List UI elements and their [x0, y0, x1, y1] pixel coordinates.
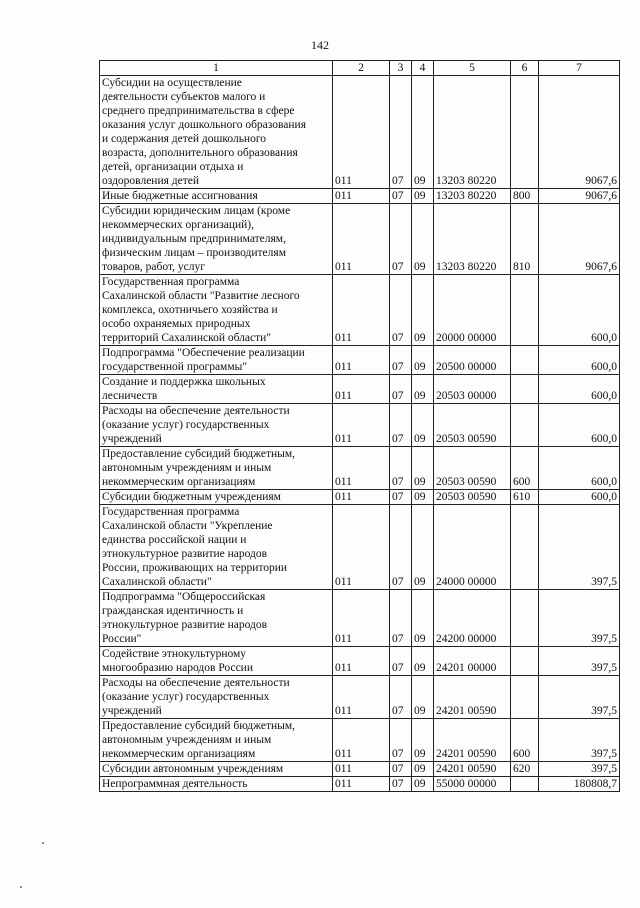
- budget-table: [99, 60, 620, 792]
- row-value-cell: 011: [333, 590, 390, 647]
- row-value-cell: 600,0: [539, 447, 620, 490]
- row-value-cell: 397,5: [539, 762, 620, 777]
- row-value-cell: 09: [412, 590, 434, 647]
- row-value-cell: 9067,6: [539, 189, 620, 204]
- header-cell: 4: [412, 61, 434, 76]
- row-value-cell: 07: [390, 676, 412, 719]
- table-row: [100, 189, 620, 204]
- table-row: [100, 76, 620, 189]
- row-value-cell: 011: [333, 189, 390, 204]
- row-value-cell: 600,0: [539, 275, 620, 346]
- row-value-cell: [511, 647, 539, 676]
- table-row: [100, 404, 620, 447]
- table-row: [100, 375, 620, 404]
- row-value-cell: 011: [333, 404, 390, 447]
- row-name-cell: Подпрограмма "Обеспечение реализации государственной программы": [100, 346, 333, 375]
- row-value-cell: 397,5: [539, 505, 620, 590]
- row-value-cell: 011: [333, 505, 390, 590]
- row-value-cell: 011: [333, 375, 390, 404]
- table-row: [100, 590, 620, 647]
- row-name-cell: Создание и поддержка школьных лесничеств: [100, 375, 333, 404]
- row-value-cell: 24201 00590: [434, 676, 511, 719]
- row-value-cell: 07: [390, 777, 412, 792]
- table-row: [100, 647, 620, 676]
- row-name-cell: Государственная программа Сахалинской области "Развитие лесного комплекса, охотничьего хозяйства и особо охраняемых природных территорий Сахалинской области": [100, 275, 333, 346]
- header-cell: 6: [511, 61, 539, 76]
- row-value-cell: 09: [412, 204, 434, 275]
- row-value-cell: 011: [333, 275, 390, 346]
- row-value-cell: 09: [412, 346, 434, 375]
- row-value-cell: 09: [412, 647, 434, 676]
- row-value-cell: [511, 375, 539, 404]
- row-value-cell: 09: [412, 762, 434, 777]
- row-value-cell: 09: [412, 719, 434, 762]
- row-value-cell: 397,5: [539, 676, 620, 719]
- row-value-cell: [511, 676, 539, 719]
- row-value-cell: 09: [412, 676, 434, 719]
- row-value-cell: 24201 00590: [434, 719, 511, 762]
- row-value-cell: 09: [412, 76, 434, 189]
- row-value-cell: 810: [511, 204, 539, 275]
- row-value-cell: 011: [333, 490, 390, 505]
- row-value-cell: 07: [390, 590, 412, 647]
- row-value-cell: 9067,6: [539, 76, 620, 189]
- row-value-cell: 011: [333, 777, 390, 792]
- row-value-cell: 011: [333, 676, 390, 719]
- row-value-cell: 600,0: [539, 404, 620, 447]
- row-value-cell: 20503 00590: [434, 404, 511, 447]
- row-value-cell: [511, 505, 539, 590]
- row-value-cell: 07: [390, 762, 412, 777]
- row-value-cell: 011: [333, 447, 390, 490]
- row-value-cell: 610: [511, 490, 539, 505]
- row-value-cell: 55000 00000: [434, 777, 511, 792]
- row-value-cell: 600: [511, 447, 539, 490]
- header-row: [100, 61, 620, 76]
- row-value-cell: 09: [412, 490, 434, 505]
- row-value-cell: [511, 275, 539, 346]
- row-value-cell: 09: [412, 447, 434, 490]
- table-row: [100, 762, 620, 777]
- row-value-cell: 07: [390, 375, 412, 404]
- row-value-cell: 9067,6: [539, 204, 620, 275]
- row-value-cell: 397,5: [539, 719, 620, 762]
- row-name-cell: Субсидии юридическим лицам (кроме некоммерческих организаций), индивидуальным предпринимателям, физическим лицам – производителям товаров, работ, услуг: [100, 204, 333, 275]
- row-value-cell: 011: [333, 762, 390, 777]
- row-value-cell: 20503 00000: [434, 375, 511, 404]
- row-value-cell: 07: [390, 719, 412, 762]
- row-value-cell: 20500 00000: [434, 346, 511, 375]
- table-row: [100, 676, 620, 719]
- row-value-cell: 20000 00000: [434, 275, 511, 346]
- row-value-cell: 600,0: [539, 346, 620, 375]
- row-name-cell: Иные бюджетные ассигнования: [100, 189, 333, 204]
- row-value-cell: 13203 80220: [434, 189, 511, 204]
- header-cell: 1: [100, 61, 333, 76]
- row-value-cell: 600,0: [539, 490, 620, 505]
- row-name-cell: Подпрограмма "Общероссийская гражданская идентичность и этнокультурное развитие народов России": [100, 590, 333, 647]
- row-name-cell: Субсидии бюджетным учреждениям: [100, 490, 333, 505]
- row-value-cell: 07: [390, 505, 412, 590]
- row-value-cell: 07: [390, 447, 412, 490]
- row-value-cell: 13203 80220: [434, 204, 511, 275]
- row-value-cell: 800: [511, 189, 539, 204]
- row-value-cell: 09: [412, 777, 434, 792]
- row-value-cell: 011: [333, 204, 390, 275]
- header-cell: 5: [434, 61, 511, 76]
- header-cell: 3: [390, 61, 412, 76]
- row-value-cell: 09: [412, 505, 434, 590]
- row-value-cell: 011: [333, 76, 390, 189]
- row-value-cell: 13203 80220: [434, 76, 511, 189]
- row-value-cell: 09: [412, 275, 434, 346]
- row-value-cell: 07: [390, 76, 412, 189]
- row-value-cell: 20503 00590: [434, 490, 511, 505]
- row-value-cell: 07: [390, 647, 412, 676]
- row-value-cell: 011: [333, 719, 390, 762]
- table-row: [100, 490, 620, 505]
- row-value-cell: 07: [390, 404, 412, 447]
- scan-speck: [20, 886, 22, 888]
- row-value-cell: 07: [390, 275, 412, 346]
- table-row: [100, 204, 620, 275]
- row-name-cell: Непрограммная деятельность: [100, 777, 333, 792]
- row-value-cell: 600: [511, 719, 539, 762]
- row-value-cell: 09: [412, 404, 434, 447]
- row-value-cell: 011: [333, 647, 390, 676]
- row-value-cell: [511, 777, 539, 792]
- table-row: [100, 777, 620, 792]
- table-row: [100, 505, 620, 590]
- row-name-cell: Предоставление субсидий бюджетным, автономным учреждениям и иным некоммерческим организациям: [100, 719, 333, 762]
- row-value-cell: 07: [390, 346, 412, 375]
- row-name-cell: Предоставление субсидий бюджетным, автономным учреждениям и иным некоммерческим организациям: [100, 447, 333, 490]
- row-name-cell: Субсидии автономным учреждениям: [100, 762, 333, 777]
- row-name-cell: Расходы на обеспечение деятельности (оказание услуг) государственных учреждений: [100, 676, 333, 719]
- row-value-cell: 397,5: [539, 590, 620, 647]
- row-value-cell: 397,5: [539, 647, 620, 676]
- row-value-cell: 07: [390, 490, 412, 505]
- row-value-cell: [511, 76, 539, 189]
- row-value-cell: 20503 00590: [434, 447, 511, 490]
- header-cell: 7: [539, 61, 620, 76]
- row-value-cell: 09: [412, 375, 434, 404]
- row-name-cell: Государственная программа Сахалинской области "Укрепление единства российской нации и этнокультурное развитие народов России, проживающих на территории Сахалинской области": [100, 505, 333, 590]
- row-value-cell: 24000 00000: [434, 505, 511, 590]
- row-value-cell: 600,0: [539, 375, 620, 404]
- row-value-cell: 180808,7: [539, 777, 620, 792]
- table-row: [100, 346, 620, 375]
- row-value-cell: 07: [390, 204, 412, 275]
- table-row: [100, 719, 620, 762]
- table-row: [100, 275, 620, 346]
- table-row: [100, 447, 620, 490]
- row-value-cell: 07: [390, 189, 412, 204]
- row-value-cell: 24200 00000: [434, 590, 511, 647]
- scan-speck: [42, 842, 44, 844]
- header-cell: 2: [333, 61, 390, 76]
- row-value-cell: 011: [333, 346, 390, 375]
- row-value-cell: [511, 346, 539, 375]
- row-value-cell: 24201 00000: [434, 647, 511, 676]
- row-name-cell: Субсидии на осуществление деятельности субъектов малого и среднего предпринимательства в сфере оказания услуг дошкольного образования и содержания детей дошкольного возраста, дополнительного образования детей, организации отдыха и оздоровления детей: [100, 76, 333, 189]
- row-name-cell: Расходы на обеспечение деятельности (оказание услуг) государственных учреждений: [100, 404, 333, 447]
- row-value-cell: [511, 404, 539, 447]
- row-name-cell: Содействие этнокультурному многообразию народов России: [100, 647, 333, 676]
- row-value-cell: 620: [511, 762, 539, 777]
- page-number: 142: [311, 38, 329, 52]
- row-value-cell: 24201 00590: [434, 762, 511, 777]
- row-value-cell: 09: [412, 189, 434, 204]
- row-value-cell: [511, 590, 539, 647]
